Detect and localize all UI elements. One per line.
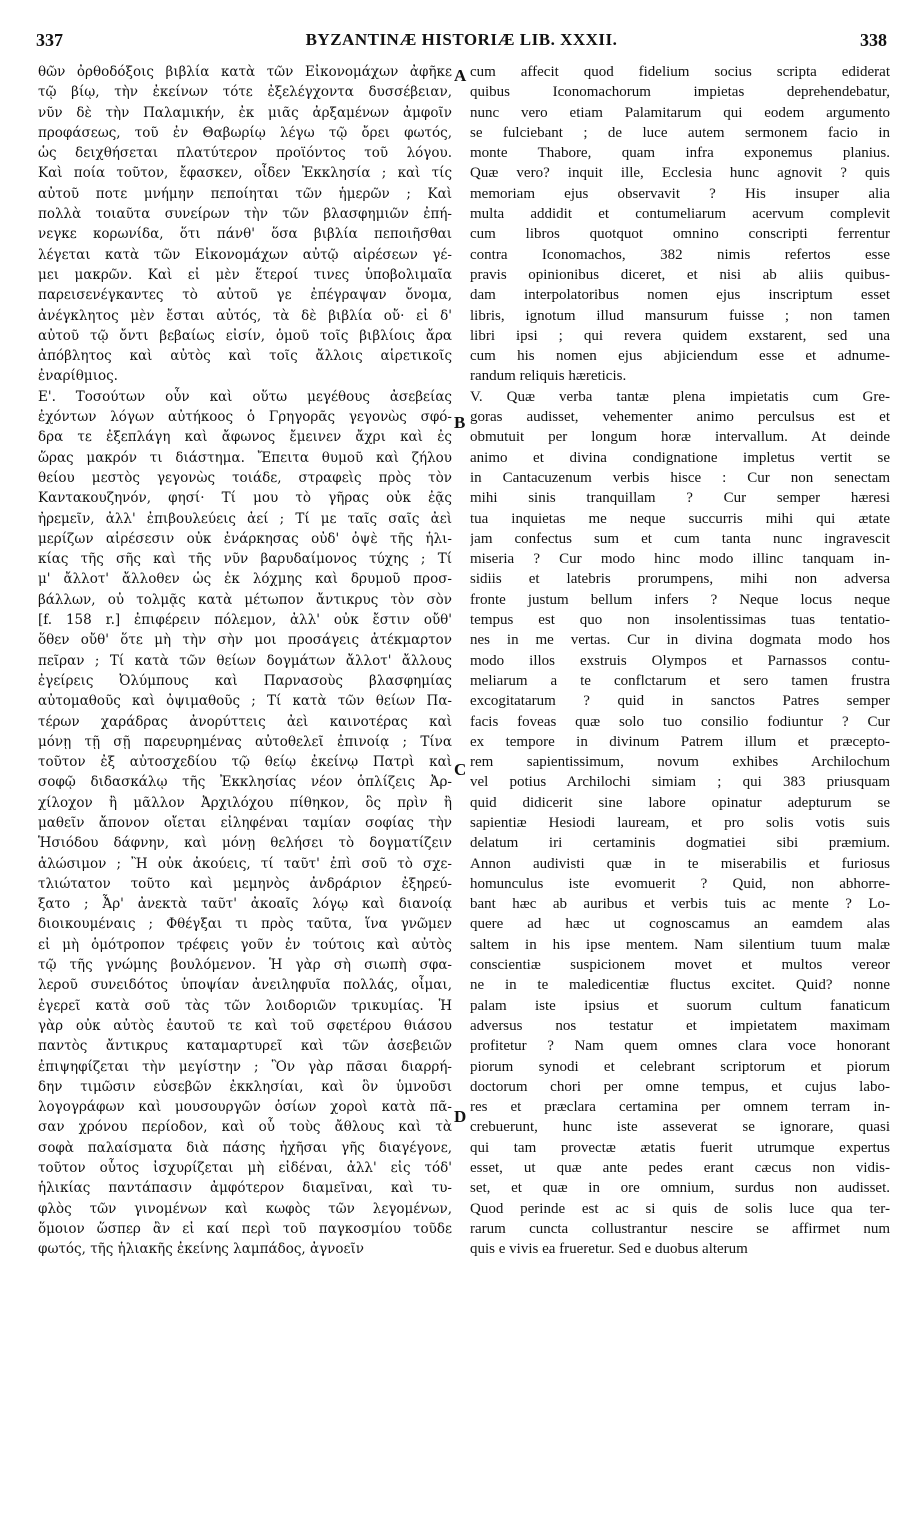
latin-text-line: se fulciebant ; de luce autem sermonem facio in [470, 124, 890, 141]
greek-text-line: ὅμοιον ὥσπερ ἂν εἰ καί περὶ τοῦ παγκοσμίου τοῦδε [38, 1220, 452, 1237]
greek-text-line: ἡλικίας παντάπασιν ἀμφότερον διαμεῖναι, καὶ τυ- [38, 1180, 452, 1197]
greek-text-line: Ἡσιόδου δάφνην, καὶ μόνῃ θελήσει τὸ δογματίζειν [38, 835, 452, 852]
latin-text-line: pravis opinionibus diceret, et nisi ab aliis quibus- [470, 266, 890, 283]
latin-text-line: quere ad hæc ut cognoscamus an eamdem alas [470, 916, 890, 933]
latin-text-line: tempus est quo non insolentissimas tuas tentatio- [470, 612, 890, 629]
latin-text-line: excogitatarum ? quid in sanctos Patres semper [470, 693, 890, 710]
latin-text-line: quis e vivis ea frueretur. Sed e duobus alterum [470, 1241, 748, 1258]
latin-text-line: crebuerunt, hunc iste asseverat se ignorare, quasi [470, 1119, 890, 1136]
latin-text-line: obmutuit per longum horæ intervallum. At deinde [470, 429, 890, 446]
margin-marker-a: A [454, 66, 467, 85]
latin-text-line: Annon audivisti quæ in te miserabilis et furiosus [470, 855, 890, 872]
latin-text-line: cum libros quotquot omnino conscripti ferrentur [470, 226, 890, 243]
greek-text-line: τοῦτον οὗτος ἰσχυρίζεται μὴ εἰδέναι, ἀλλ' εἰς τόδ' [38, 1160, 452, 1177]
greek-text-line: πεῖραν ; Τί κατὰ τῶν θείων δογμάτων ἄλλοτ' ἄλλους [38, 652, 452, 669]
greek-text-line: τέρων χαράδρας ἀνορύττεις ἀεὶ καινοτέρας καὶ [38, 713, 452, 730]
running-title: BYZANTINÆ HISTORIÆ LIB. XXXII. [305, 30, 618, 49]
latin-text-line: profitetur ? Nam quem omnes clara voce honorant [470, 1038, 890, 1055]
latin-text-line: in Cantacuzenum verbis hisce : Cur non senectam [470, 469, 890, 486]
greek-text-line: μερίζων αἱρέσεσιν οὐκ ἐνάρκησας οὐδ' ὀψὲ τῆς ἡλι- [38, 530, 452, 547]
greek-text-line: αὐτοῦ τῷ ὄντι βεβαίως εἰσίν, ὁμοῦ τοῖς βιβλίοις ἄρα [38, 327, 452, 344]
greek-text-line: [f. 158 r.] ἐπιφέρειν πόλεμον, ἀλλ' οὐκ ἔστιν οὔθ' [38, 612, 452, 629]
greek-text-line: ἐγείρεις Ὀλύμπους καὶ Παρνασοὺς βλασφημίας [38, 672, 452, 689]
latin-text-line: V. Quæ verba tantæ plena impietatis cum Gre- [470, 388, 890, 405]
greek-text-line: δρα τε ἐξεπλάγη καὶ ἄφωνος ἔμεινεν ἄχρι καὶ ἐς [38, 429, 452, 446]
greek-text-line: διοικουμέναις ; Φθέγξαι τι πρὸς ταῦτα, ἵνα γνῶμεν [38, 916, 452, 933]
greek-text-line: κίας τῆς σῆς καὶ τῆς νῦν βαρυδαίμονος τύχης ; Τί [38, 551, 452, 568]
greek-text-line: αὐτοῦ ποτε μνήμην πεποίηται τῶν ἡμερῶν ; Καὶ [38, 185, 452, 202]
latin-text-line: qui tam provectæ ætatis fuerit utrumque expertus [470, 1139, 890, 1156]
greek-text-line: ὡς δειχθήσεται πλατύτερον προϊόντος τοῦ λόγου. [38, 145, 452, 162]
greek-text-line: δην τιμῶσιν εὐσεβῶν ἐκκλησίαι, καὶ ὃν ὑμνοῦσι [38, 1078, 452, 1095]
page-header [30, 30, 893, 56]
greek-text-line: ὥρας μακρόν τι διάστημα. Ἔπειτα θυμοῦ καὶ ζήλου [38, 449, 452, 466]
greek-text-line: Καντακουζηνόν, φησί· Τί μου τὸ γῆρας οὐκ ἐᾷς [38, 490, 452, 507]
greek-text-line: ἠρεμεῖν, ἀλλ' ἐπιβουλεύεις ἀεί ; Τί με ταῖς σαῖς ἀεὶ [38, 510, 452, 527]
greek-text-line: φλὸς τῶν γινομένων καὶ κωφὸς τῶν λεγομένων, [38, 1200, 452, 1217]
latin-text-line: sapientiæ Hesiodi lauream, et pro solis votis suis [470, 814, 890, 831]
latin-text-line: goras audisset, vehementer animo perculsus est et [470, 409, 890, 426]
greek-text-line: σοφὰ παλαίσματα διὰ πάσης ἠχῆσαι γῆς διαγέγονε, [38, 1139, 452, 1156]
latin-text-line: jam confectus sum et cum tanta nunc ingravescit [470, 530, 890, 547]
latin-text-line: homunculus iste evomuerit ? Quid, non abhorre- [470, 875, 890, 892]
latin-text-line: esset, ut quæ ante pedes erant cæcus non vidis- [470, 1160, 890, 1177]
greek-text-line: γὰρ οὐκ αὐτὸς ἑαυτοῦ τε καὶ τοῦ σφετέρου θιάσου [38, 1017, 452, 1034]
latin-text-line: doctorum chori per omne tempus, et cujus labo- [470, 1078, 890, 1095]
greek-text-line: νῦν δὲ τὴν Παλαμικήν, ἐκ μιᾶς ἀρξαμένων ἀμφοῖν [38, 104, 452, 121]
greek-text-line: χίλοχον ἢ μᾶλλον Ἀρχιλόχου πίθηκον, ὃς πρὶν ἢ [38, 794, 452, 811]
greek-text-line: παντὸς ἄντικρυς καταμαρτυρεῖ καὶ τῶν ἀσεβειῶν [38, 1038, 452, 1055]
page-number-right: 338 [860, 30, 887, 50]
latin-text-line: conscientiæ suspicionem movet et multos vereor [470, 957, 890, 974]
greek-text-line: φωτός, τῆς ἡλιακῆς ἐκείνης λαμπάδος, ἀγνοεῖν [38, 1241, 365, 1258]
latin-text-column [470, 62, 890, 1260]
greek-text-line: ἐπιψηφίζεται τὴν μεγίστην ; Ὃν γὰρ πᾶσαι διαρρή- [38, 1058, 452, 1075]
greek-text-line: ἀνέγκλητος μὲν ἔσται αὐτός, τὰ δὲ βιβλία οὔ· εἰ δ' [38, 307, 452, 324]
greek-text-line: παρεισενέγκαντες τὸ αὐτοῦ γε ἐπέγραψαν ὄνομα, [38, 287, 452, 304]
latin-text-line: rem sapientissimum, novum exhibes Archilochum [470, 754, 890, 771]
latin-text-line: quibus Iconomachorum impietas deprehendebatur, [470, 84, 890, 101]
greek-text-column [38, 62, 452, 1260]
page-number-left: 337 [36, 30, 63, 50]
margin-marker-d: D [454, 1107, 467, 1126]
latin-text-line: randum reliquis hæreticis. [470, 368, 627, 385]
latin-text-line: bant hæc ab auribus et verbis tuis ac mente ? Lo- [470, 896, 890, 913]
greek-text-line: Ε'. Τοσούτων οὖν καὶ οὕτω μεγέθους ἀσεβείας [38, 388, 452, 405]
latin-text-line: contra Iconomachos, 382 nimis refertos esse [470, 246, 890, 263]
greek-text-line: σαν χρόνου περίοδον, καὶ οὗ τοὺς ἄθλους καὶ τὰ [38, 1119, 452, 1136]
latin-text-line: sidiis et latebris prorumpens, mihi non adversa [470, 571, 890, 588]
latin-text-line: multa addidit et contumeliarum acervum complevit [470, 206, 890, 223]
greek-text-line: αὐτομαθοῦς καὶ ὀψιμαθοῦς ; Τί κατὰ τῶν θείων Πα- [38, 693, 452, 710]
latin-text-line: libri ipsi ; qui revera quidem exstarent, sed una [470, 327, 890, 344]
latin-text-line: fronte justum bellum infers ? Neque locus neque [470, 591, 890, 608]
greek-text-line: πολλὰ τοιαῦτα συνείρων τὴν τῶν βλασφημιῶν ἐπή- [38, 206, 452, 223]
latin-text-line: libris, ignotum illud mansurum fuisse ; non tamen [470, 307, 890, 324]
greek-text-line: μαθεῖν ἄπονον οἴεται εἰληφέναι ταμίαν σοφίας τὴν [38, 814, 452, 831]
latin-text-line: facis foveas quæ solo tuo consilio fodiuntur ? Cur [470, 713, 890, 730]
greek-text-line: τοῦτον ἐξ αὐτοσχεδίου τῷ θείῳ ἐκείνῳ Πατρὶ καὶ [38, 754, 452, 771]
latin-text-line: Quæ vero? inquit ille, Ecclesia hunc agnovit ? quis [470, 165, 890, 182]
latin-text-line: tua inquietas me neque succurris mihi qui ætate [470, 510, 890, 527]
greek-text-line: ἀπόβλητος καὶ αὐτὸς καὶ τοῖς ἄλλοις αἱρετικοῖς [38, 348, 452, 365]
greek-text-line: θείου μεστὸς γεγονὼς τοιάδε, στραφεὶς πρὸς τὸν [38, 469, 452, 486]
greek-text-line: ἐχόντων λόγων αὐτήκοος ὁ Γρηγορᾶς γεγονὼς σφό- [38, 409, 452, 426]
greek-text-line: λεροῦ συνειδότος ὑποψίαν ἀνειληφυῖα πολλάς, οἶμαι, [38, 977, 452, 994]
greek-text-line: θῶν ὀρθοδόξοις βιβλία κατὰ τῶν Εἰκονομάχων ἀφῆκε [38, 64, 452, 80]
latin-text-line: quid didicerit sine labore opinatur adepturum se [470, 794, 890, 811]
latin-text-line: nunc vero etiam Palamitarum qui eodem argumento [470, 104, 890, 121]
latin-text-line: rarum cuncta collustrantur nescire se affirmet num [470, 1220, 890, 1237]
latin-text-line: cum his nomen ejus abjiciendum esse et adnume- [470, 348, 890, 365]
latin-text-line: ex tempore in divinum Patrem illum et præcepto- [470, 733, 890, 750]
greek-text-line: νεγκε κορωνίδα, ὅτι πάνθ' ὅσα βιβλία πεποιῆσθαι [38, 226, 452, 243]
greek-text-line: Καὶ ποία τοῦτον, ἔφασκεν, οἶδεν Ἐκκλησία ; καὶ τίς [38, 165, 452, 182]
latin-text-line: res et præclara certamina per omnem terram in- [470, 1099, 890, 1116]
margin-marker-b: B [454, 413, 466, 432]
greek-text-line: μ' ἄλλοτ' ἄλλοθεν ὡς ἐκ λόχμης καὶ δρυμοῦ προσ- [38, 571, 452, 588]
latin-text-line: dam interpolatoribus nomen ejus inscriptum esset [470, 287, 890, 304]
latin-text-line: Quod perinde est ac si quis de solis luce qua ter- [470, 1200, 890, 1217]
greek-text-line: ἐναρίθμιος. [38, 368, 118, 385]
latin-text-line: miseria ? Cur modo hinc modo illinc tanquam in- [470, 551, 890, 568]
latin-text-line: meliarum a te conflctarum et sero tamen frustra [470, 672, 890, 689]
greek-text-line: βάλλων, οὐ τολμᾷς κατὰ μέτωπον ἄντικρυς τὸν σὸν [38, 591, 452, 608]
latin-text-line: ne in te maledicentiæ fluctus excitet. Quid? nonne [470, 977, 890, 994]
latin-text-line: cum affecit quod fidelium socius scripta ediderat [470, 64, 890, 80]
latin-text-line: monte Thabore, quam infra exponemus planius. [470, 145, 890, 162]
latin-text-line: modo illos exstruis Olympos et Parnassos contu- [470, 652, 890, 669]
latin-text-line: palam iste ipsius et suorum cultum fanaticum [470, 997, 890, 1014]
latin-text-line: piorum synodi et celebrant scriptorum et piorum [470, 1058, 890, 1075]
greek-text-line: προφάσεως, τοῦ ἐν Θαβωρίῳ λέγω τῷ ὄρει φωτός, [38, 124, 452, 141]
greek-text-line: μόνῃ τῇ σῇ παρευρημένας αὐτοθελεῖ ἐπινοίᾳ ; Τίνα [38, 733, 452, 750]
latin-text-line: mihi sinis tranquillam ? Cur semper hæresi [470, 490, 890, 507]
greek-text-line: τλιώτατον τοῦτο καὶ μεμηνὸς ἀνδράριον ἐξηρεύ- [38, 875, 452, 892]
latin-text-line: memoriam ejus observavit ? His insuper alia [470, 185, 890, 202]
greek-text-line: εἰ μὴ ὁμότροπον τρέφεις γοῦν ἐν τούτοις καὶ αὐτὸς [38, 936, 452, 953]
greek-text-line: λογογράφων καὶ μουσουργῶν ὁσίων χοροὶ κατὰ πᾶ- [38, 1099, 452, 1116]
latin-text-line: saltem in his ipse mentem. Nam silentium tuum malæ [470, 936, 890, 953]
latin-text-line: delatum iri certaminis dogmatiei sibi præmium. [470, 835, 890, 852]
greek-text-line: ὅθεν οὔθ' ὅτε μὴ τὴν σὴν μοι προσάγεις ἀτέκμαρτον [38, 632, 452, 649]
latin-text-line: animo et divina condignatione impletus vertit se [470, 449, 890, 466]
greek-text-line: τῷ βίῳ, τὴν ἐκείνων τότε ἐξελέγχοντα δυσσέβειαν, [38, 84, 452, 101]
latin-text-line: set, et quæ in ore omnium, surdus non audisset. [470, 1180, 890, 1197]
greek-text-line: τῷ τῆς γνώμης βουλόμενον. Ἡ γὰρ σὴ σιωπὴ σφα- [38, 957, 452, 974]
greek-text-line: σοφῷ διδασκάλῳ τῆς Ἐκκλησίας νέον ὁπλίζεις Ἀρ- [38, 774, 452, 791]
greek-text-line: ἐγερεῖ κατὰ σοῦ τὰς τῶν λοιδοριῶν τρικυμίας. Ἡ [38, 997, 452, 1014]
latin-text-line: vel potius Archilochi simiam ; qui 383 priusquam [470, 774, 890, 791]
margin-marker-c: C [454, 760, 467, 779]
greek-text-line: λέγεται κατὰ τῶν Εἰκονομάχων αὐτῷ αἱρέσεων γέ- [38, 246, 452, 263]
greek-text-line: ἁλώσιμον ; Ἢ οὐκ ἀκούεις, τί ταῦτ' ἐπὶ σοῦ τὸ σχε- [38, 855, 452, 872]
latin-text-line: nes in me vertas. Cur in divina dogmata modo hos [470, 632, 890, 649]
greek-text-line: ξατο ; Ἆρ' ἀνεκτὰ ταῦτ' ἀκοαῖς λόγῳ καὶ διανοίᾳ [38, 896, 452, 913]
greek-text-line: μει μακρῶν. Καὶ εἰ μὲν ἕτεροί τινες ὑποβολιμαῖα [38, 266, 452, 283]
latin-text-line: adversus nos testatur et impietatem maximam [470, 1017, 890, 1034]
